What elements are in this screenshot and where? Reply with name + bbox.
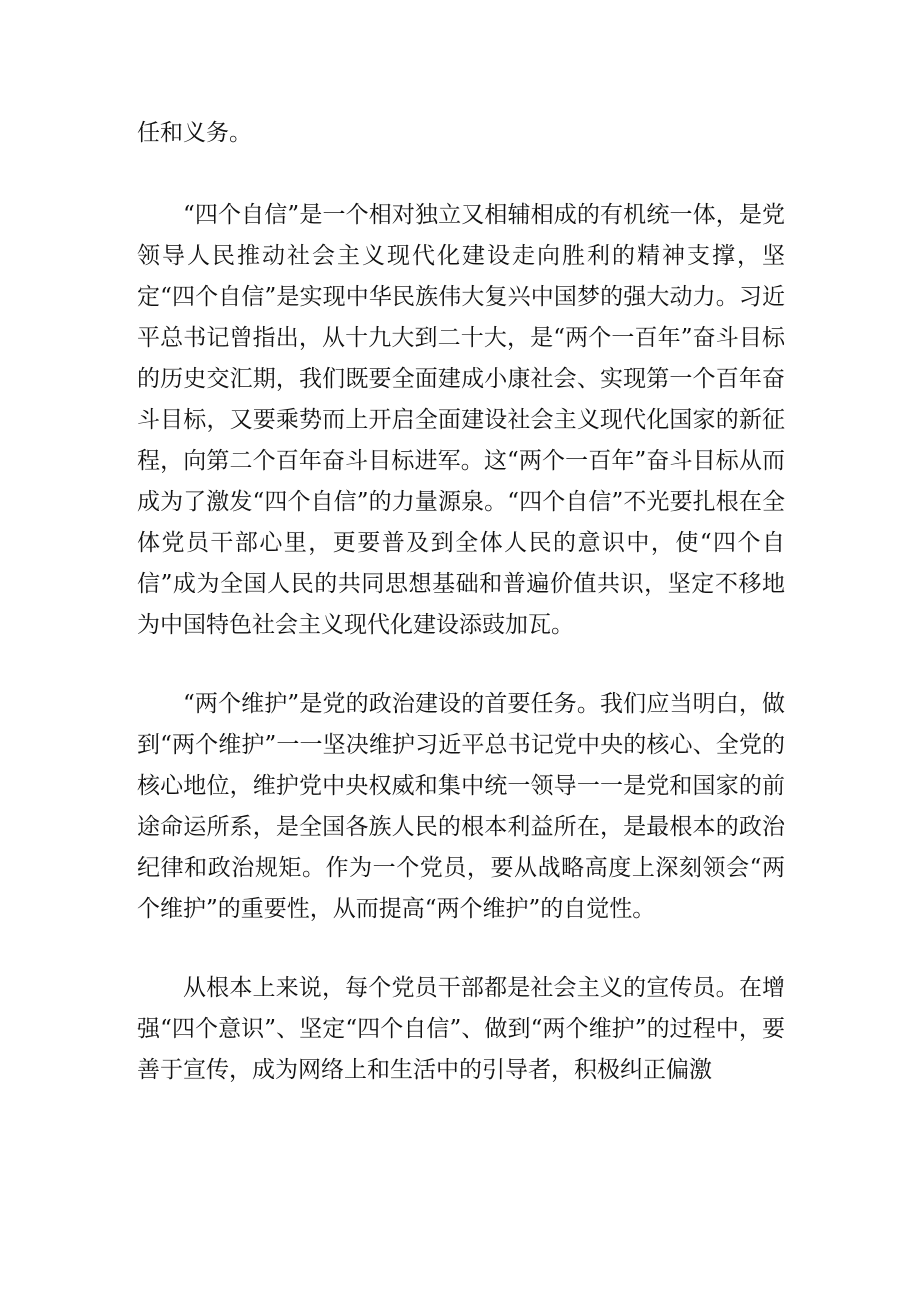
- document-body: [137, 113, 785, 1091]
- paragraph-party-propagandist: 从根本上来说，每个党员干部都是社会主义的宣传员。在增强“四个意识”、坚定“四个自信”、做到“两个维护”的过程中，要善于宣传，成为网络上和生活中的引导者，积极纠正偏激: [137, 975, 785, 1083]
- paragraph-four-confidences: “四个自信”是一个相对独立又相辅相成的有机统一体，是党领导人民推动社会主义现代化建设走向胜利的精神支撑，坚定“四个自信”是实现中华民族伟大复兴中国梦的强大动力。习近平总书记曾指出，从十九大到二十大，是“两个一百年”奋斗目标的历史交汇期，我们既要全面建成小康社会、实现第一个百年奋斗目标，又要乘势而上开启全面建设社会主义现代化国家的新征程，向第二个百年奋斗目标进军。这“两个一百年”奋斗目标从而成为了激发“四个自信”的力量源泉。“四个自信”不光要扎根在全体党员干部心里，更要普及到全体人民的意识中，使“四个自信”成为全国人民的共同思想基础和普遍价值共识，坚定不移地为中国特色社会主义现代化建设添豉加瓦。: [137, 202, 785, 638]
- paragraph-two-upholds: “两个维护”是党的政治建设的首要任务。我们应当明白，做到“两个维护”一一坚决维护习近平总书记党中央的核心、全党的核心地位，维护党中央权威和集中统一领导一一是党和国家的前途命运所系，是全国各族人民的根本利益所在，是最根本的政治纪律和政治规矩。作为一个党员，要从战略高度上深刻领会“两个维护”的重要性，从而提高“两个维护”的自觉性。: [137, 691, 785, 922]
- paragraph-continuation: 任和义务。: [137, 120, 252, 146]
